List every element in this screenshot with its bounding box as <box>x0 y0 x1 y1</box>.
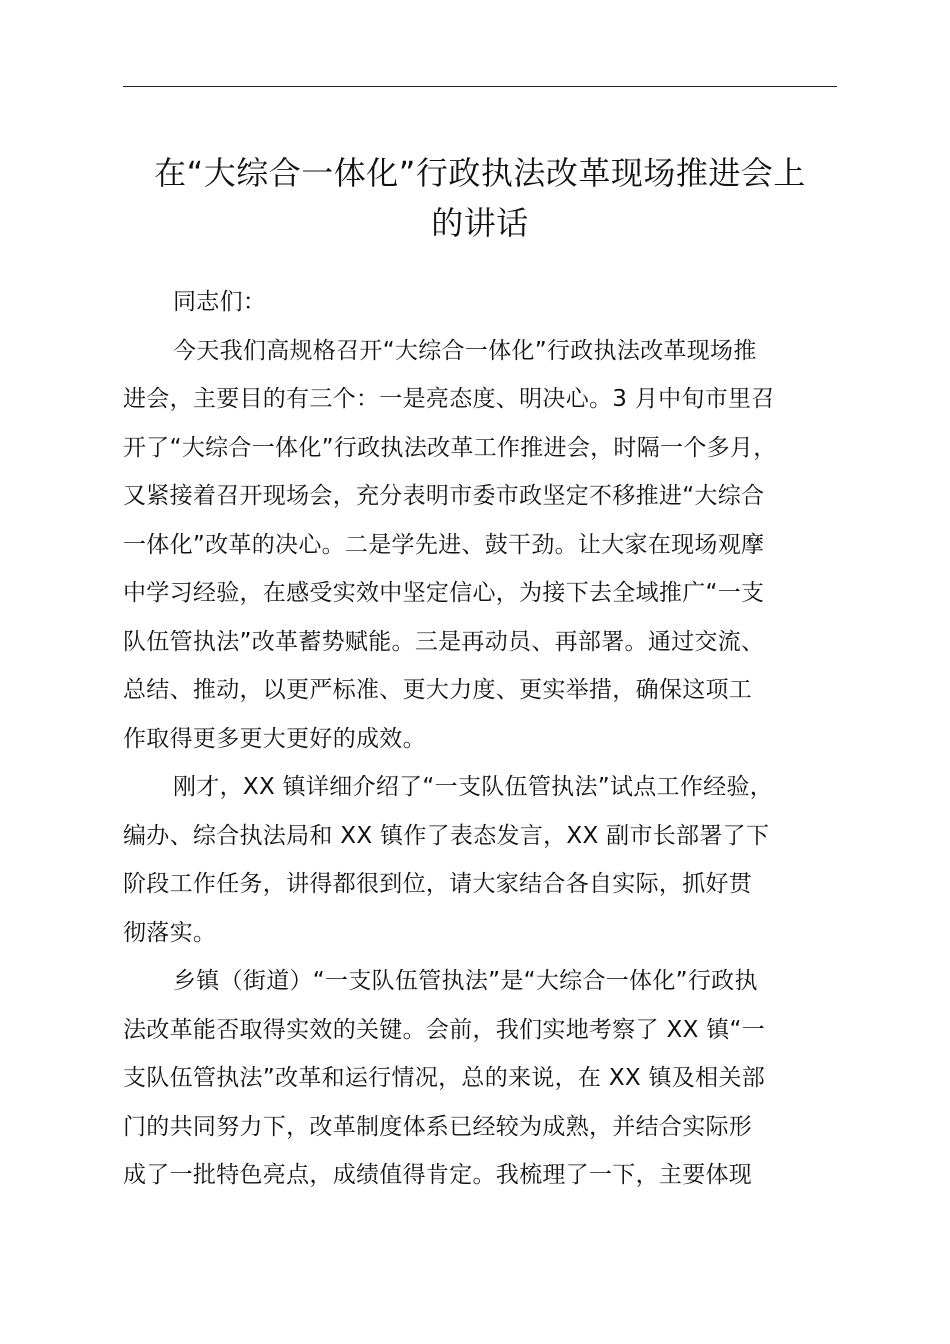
text-line: 又紧接着召开现场会，充分表明市委市政坚定不移推进“大综合 <box>123 483 765 509</box>
text-line: 阶段工作任务，讲得都很到位，请大家结合各自实际，抓好贯 <box>123 871 753 897</box>
paragraph-review <box>123 763 837 957</box>
text-line: 乡镇（街道）“一支队伍管执法”是“大综合一体化”行政执 <box>173 968 758 994</box>
text-line: 总结、推动，以更严标准、更大力度、更实举措，确保这项工 <box>123 677 753 703</box>
text-line: 彻落实。 <box>123 919 217 946</box>
title-line: 在“大综合一体化”行政执法改革现场推进会上 <box>154 154 806 192</box>
text-line: 中学习经验，在感受实效中坚定信心，为接下去全域推广“一支 <box>123 580 765 606</box>
header-rule <box>123 86 837 87</box>
document-title <box>113 148 847 248</box>
paragraph-township <box>123 957 837 1200</box>
paragraph-salutation <box>123 278 837 327</box>
text-line: 作取得更多更大更好的成效。 <box>123 725 426 752</box>
text-line: 编办、综合执法局和 XX 镇作了表态发言，XX 副市长部署了下 <box>123 822 770 849</box>
paragraph-purpose <box>123 327 837 764</box>
title-line: 的讲话 <box>431 204 529 242</box>
text-line: 成了一批特色亮点，成绩值得肯定。我梳理了一下，主要体现 <box>123 1162 753 1188</box>
text-line: 开了“大综合一体化”行政执法改革工作推进会，时隔一个多月， <box>123 434 777 461</box>
text-line: 队伍管执法”改革蓄势赋能。三是再动员、再部署。通过交流、 <box>123 628 765 655</box>
text-line: 进会，主要目的有三个：一是亮态度、明决心。3 月中旬市里召 <box>123 386 775 412</box>
document-body <box>123 278 837 1200</box>
text-line: 今天我们高规格召开“大综合一体化”行政执法改革现场推 <box>173 337 757 364</box>
text-line: 同志们： <box>173 289 267 315</box>
text-line: 法改革能否取得实效的关键。会前，我们实地考察了 XX 镇“一 <box>123 1016 766 1043</box>
text-line: 刚才，XX 镇详细介绍了“一支队伍管执法”试点工作经验， <box>173 774 774 800</box>
text-line: 门的共同努力下，改革制度体系已经较为成熟，并结合实际形 <box>123 1113 753 1140</box>
text-line: 支队伍管执法”改革和运行情况，总的来说，在 XX 镇及相关部 <box>123 1065 766 1091</box>
text-line: 一体化”改革的决心。二是学先进、鼓干劲。让大家在现场观摩 <box>123 531 765 558</box>
